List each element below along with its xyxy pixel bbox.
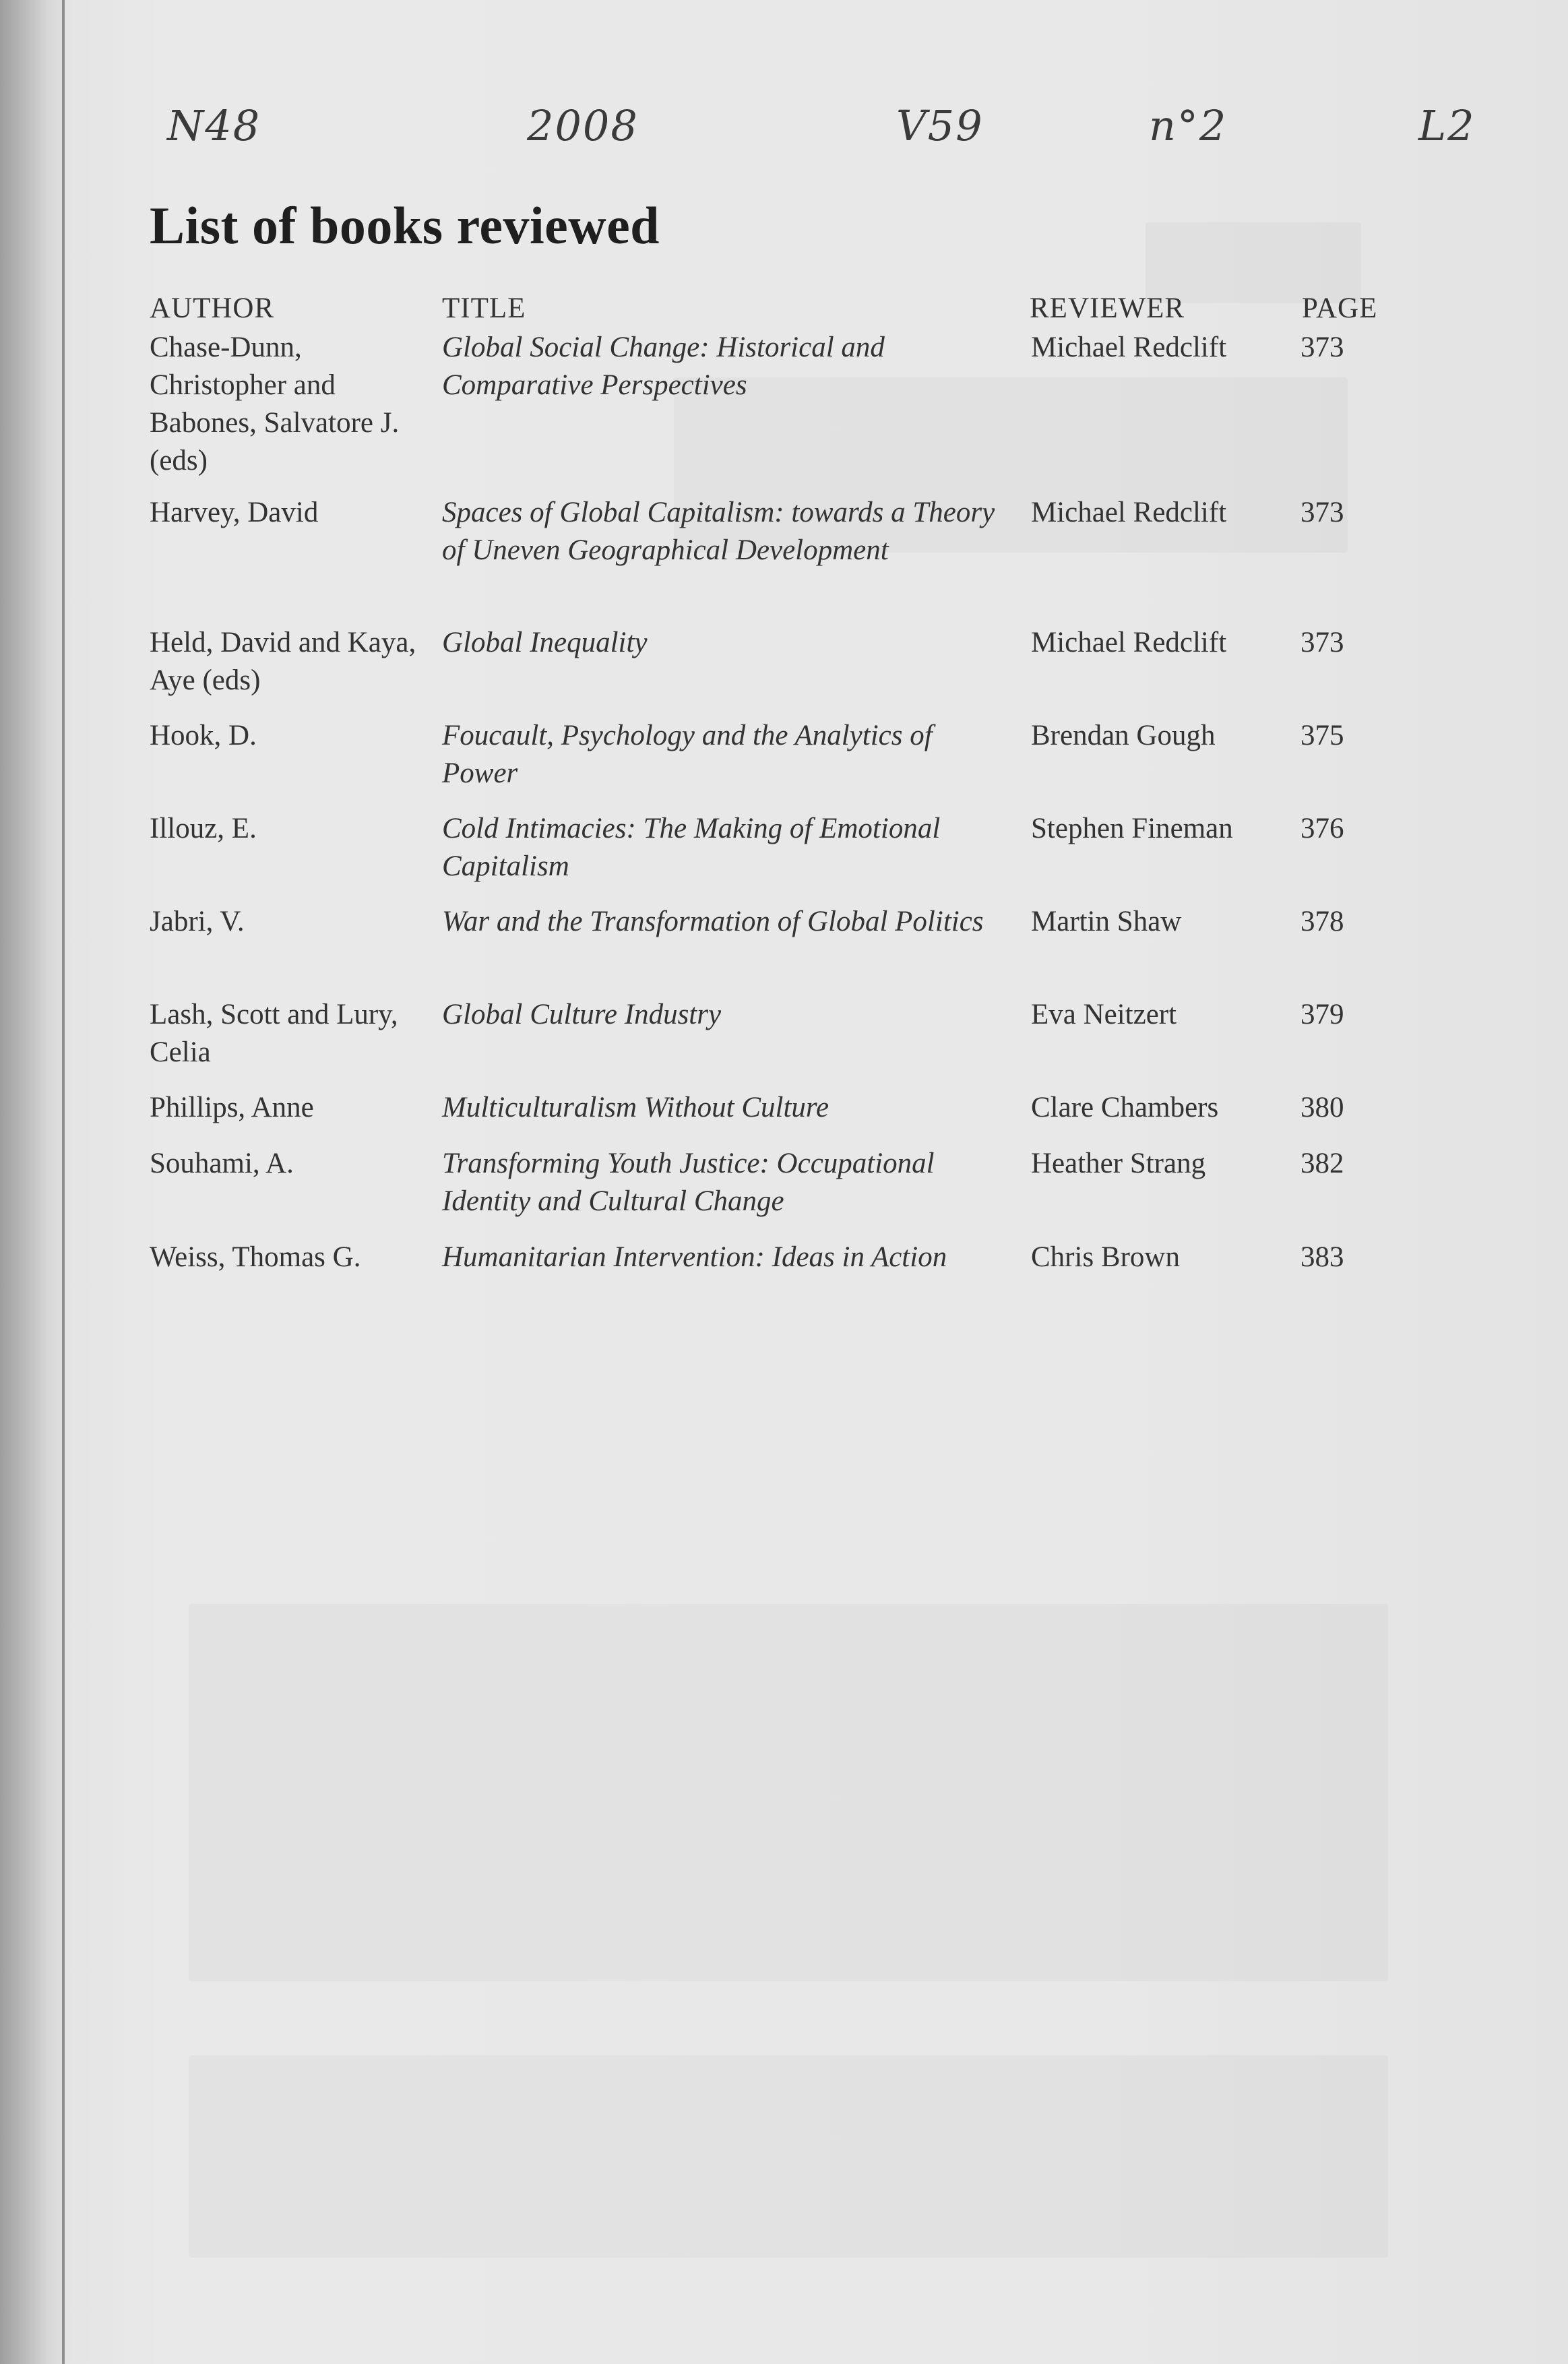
- bleed-through-block: [189, 1604, 1388, 1981]
- page-cell: 378: [1300, 906, 1344, 937]
- page-cell: 383: [1300, 1241, 1344, 1273]
- reviewer-cell: Chris Brown: [1031, 1241, 1180, 1273]
- title-cell: Spaces of Global Capitalism: towards a Theory of Uneven Geographical Development: [442, 497, 995, 566]
- handwritten-note: V59: [896, 101, 984, 150]
- author-cell: Hook, D.: [150, 720, 257, 751]
- reviewer-cell: Brendan Gough: [1031, 720, 1216, 751]
- reviewer-cell: Michael Redclift: [1031, 332, 1227, 363]
- title-cell: Transforming Youth Justice: Occupational Identity and Cultural Change: [442, 1148, 935, 1217]
- page-cell: 380: [1300, 1092, 1344, 1123]
- column-header-reviewer: REVIEWER: [1030, 292, 1185, 324]
- title-cell: Multiculturalism Without Culture: [442, 1092, 829, 1123]
- bleed-through-block: [1146, 222, 1361, 303]
- author-cell: Jabri, V.: [150, 906, 245, 937]
- author-cell: Chase-Dunn, Christopher and Babones, Salvatore J. (eds): [150, 332, 400, 476]
- handwritten-note: n°2: [1149, 101, 1228, 150]
- author-cell: Phillips, Anne: [150, 1092, 314, 1123]
- author-cell: Weiss, Thomas G.: [150, 1241, 361, 1273]
- author-cell: Held, David and Kaya, Aye (eds): [150, 627, 416, 696]
- page-cell: 373: [1300, 627, 1344, 658]
- page-cell: 376: [1300, 813, 1344, 844]
- reviewer-cell: Eva Neitzert: [1031, 999, 1177, 1030]
- title-cell: War and the Transformation of Global Politics: [442, 906, 984, 937]
- reviewer-cell: Clare Chambers: [1031, 1092, 1219, 1123]
- reviewer-cell: Stephen Fineman: [1031, 813, 1233, 844]
- author-cell: Souhami, A.: [150, 1148, 294, 1179]
- column-header-author: AUTHOR: [150, 292, 275, 324]
- reviewer-cell: Michael Redclift: [1031, 627, 1227, 658]
- title-cell: Cold Intimacies: The Making of Emotional Capitalism: [442, 813, 941, 882]
- title-cell: Global Social Change: Historical and Comparative Perspectives: [442, 332, 885, 401]
- handwritten-note: L2: [1418, 101, 1476, 150]
- spine-shadow: [0, 0, 65, 2364]
- reviewer-cell: Michael Redclift: [1031, 497, 1227, 528]
- reviewer-cell: Heather Strang: [1031, 1148, 1206, 1179]
- author-cell: Illouz, E.: [150, 813, 257, 844]
- title-cell: Foucault, Psychology and the Analytics of Power: [442, 720, 933, 789]
- title-cell: Global Culture Industry: [442, 999, 722, 1030]
- page-cell: 373: [1300, 497, 1344, 528]
- author-cell: Harvey, David: [150, 497, 319, 528]
- page-cell: 373: [1300, 332, 1344, 363]
- handwritten-note: N48: [167, 101, 261, 150]
- page-cell: 375: [1300, 720, 1344, 751]
- bleed-through-block: [189, 2055, 1388, 2258]
- page-cell: 379: [1300, 999, 1344, 1030]
- column-header-title: TITLE: [442, 292, 526, 324]
- title-cell: Humanitarian Intervention: Ideas in Action: [442, 1241, 947, 1273]
- title-cell: Global Inequality: [442, 627, 648, 658]
- author-cell: Lash, Scott and Lury, Celia: [150, 999, 398, 1068]
- page-cell: 382: [1300, 1148, 1344, 1179]
- handwritten-note: 2008: [527, 101, 639, 150]
- reviewer-cell: Martin Shaw: [1031, 906, 1182, 937]
- page-title: List of books reviewed: [150, 196, 660, 255]
- spine-line: [62, 0, 65, 2364]
- column-header-page: PAGE: [1302, 292, 1378, 324]
